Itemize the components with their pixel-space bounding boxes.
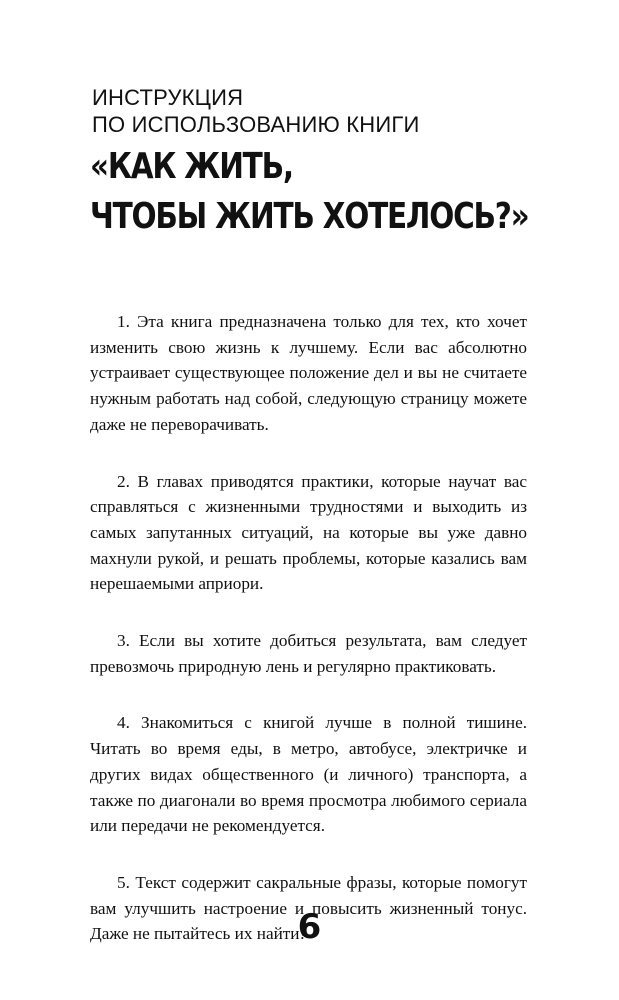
instructions-body [90, 309, 527, 978]
instruction-paragraph-1: 1. Эта книга предназначена только для тех, кто хочет изменить свою жизнь к лучшему. Если вас абсолютно устраивает существующее положение дел и вы не считаете нужным работать над собой, следующую страницу можете даже не переворачивать. [90, 312, 527, 434]
instruction-paragraph-4: 4. Знакомиться с книгой лучше в полной тишине. Читать во время еды, в метро, автобусе, электричке и других видах общественного (и личного) транспорта, а также по диагонали во время просмотра любимого сериала или передачи не рекомендуется. [90, 713, 527, 836]
page-number: 6 [297, 907, 322, 947]
subtitle-line-2: ПО ИСПОЛЬЗОВАНИЮ КНИГИ [92, 112, 420, 137]
page-title [90, 142, 610, 242]
page-subtitle [92, 84, 592, 138]
subtitle-line-1: ИНСТРУКЦИЯ [92, 85, 244, 110]
title-line-2: ЧТОБЫ ЖИТЬ ХОТЕЛОСЬ?» [90, 196, 529, 237]
title-line-1: «КАК ЖИТЬ, [90, 146, 293, 187]
instruction-paragraph-2: 2. В главах приводятся практики, которые научат вас справляться с жизненными трудностями и выходить из самых запутанных ситуаций, на которые вы уже давно махнули рукой, и решать проблемы, которые казались вам нерешаемыми априори. [90, 471, 527, 594]
instruction-paragraph-5: 5. Текст содержит сакральные фразы, которые помогут вам улучшить настроение и повысить жизненный тонус. Даже не пытайтесь их найти! [90, 872, 527, 944]
instruction-paragraph-3: 3. Если вы хотите добиться результата, вам следует превозмочь природную лень и регулярно практиковать. [90, 631, 527, 676]
